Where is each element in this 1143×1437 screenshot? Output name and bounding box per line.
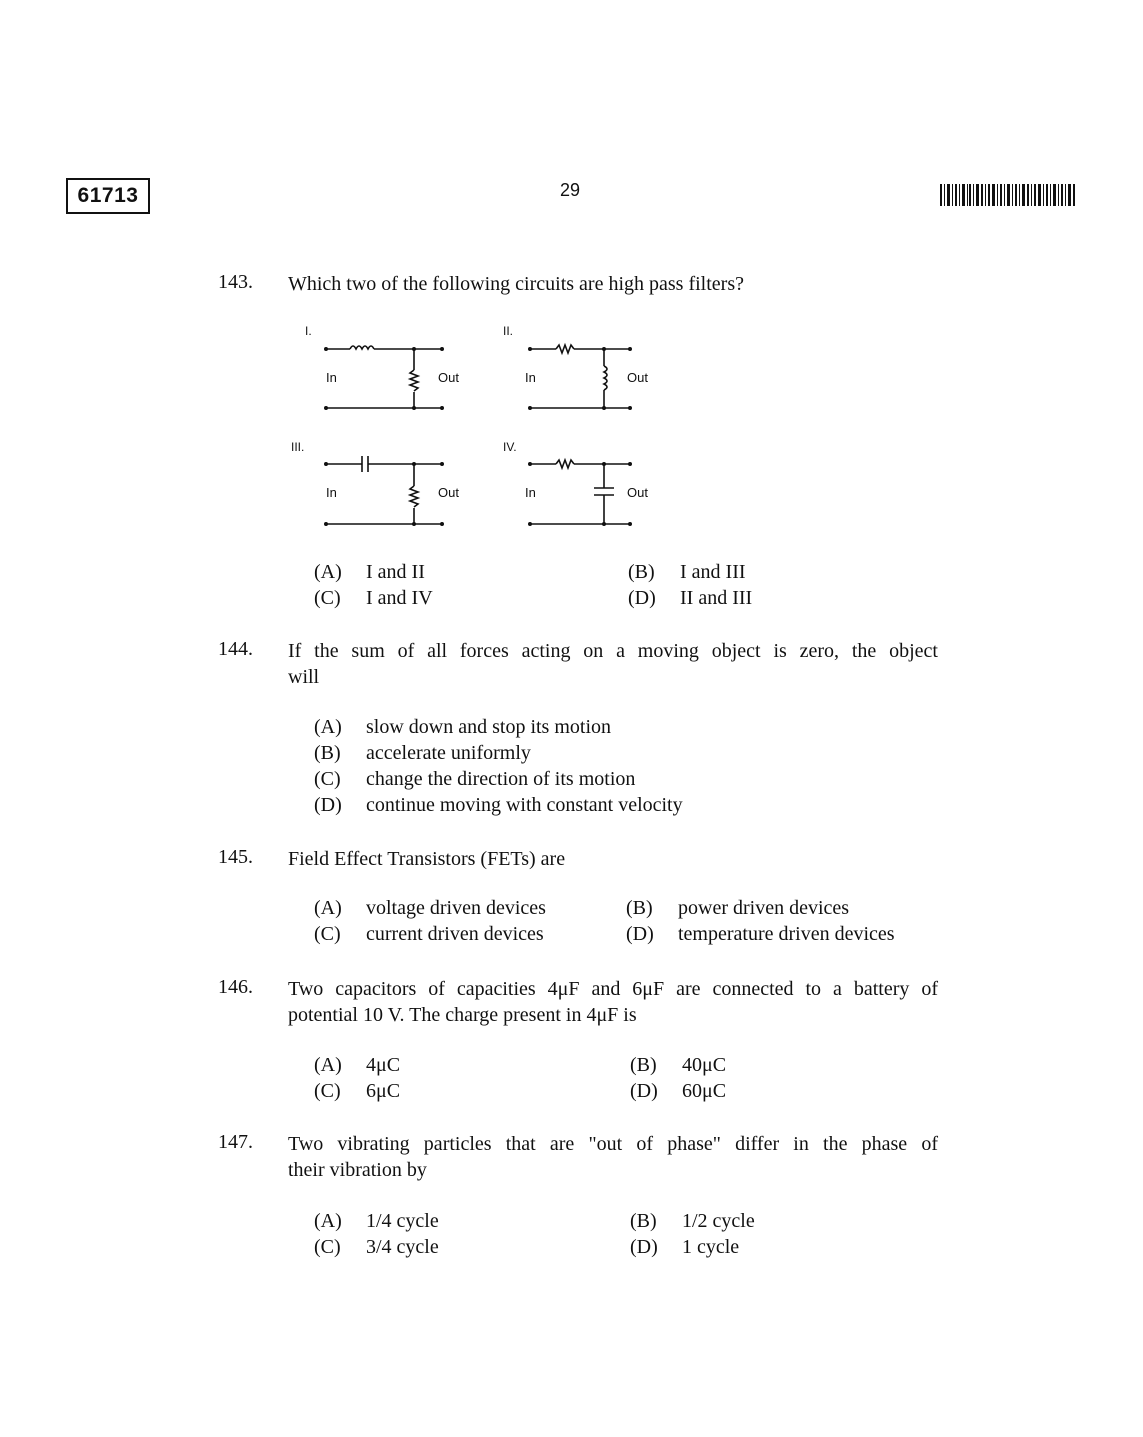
option-text: 1/2 cycle xyxy=(682,1210,755,1232)
option-text: 4μC xyxy=(366,1054,401,1076)
option-a xyxy=(314,897,546,920)
circuit-in-label: In xyxy=(525,485,536,500)
page-number: 29 xyxy=(559,180,581,200)
barcode-icon xyxy=(940,184,1076,206)
option-label: (B) xyxy=(630,1054,657,1076)
question-number: 147. xyxy=(218,1131,253,1153)
question-text: potential 10 V. The charge present in 4μF is xyxy=(288,1004,637,1026)
option-c xyxy=(314,1236,439,1259)
circuit-out-label: Out xyxy=(438,485,459,500)
question-number: 143. xyxy=(218,271,253,293)
option-text: I and IV xyxy=(366,587,433,609)
option-b xyxy=(626,897,849,920)
question-text: Two capacitors of capacities 4μF and 6μF are connected to a battery of xyxy=(288,978,938,1000)
question-text: Field Effect Transistors (FETs) are xyxy=(288,848,566,870)
option-b xyxy=(630,1210,755,1233)
circuit-in-label: In xyxy=(525,370,536,385)
circuit-label: I. xyxy=(305,324,312,338)
question-text: If the sum of all forces acting on a moving object is zero, the object xyxy=(288,640,938,662)
option-label: (B) xyxy=(630,1210,657,1232)
option-label: (A) xyxy=(314,716,342,738)
question-text: their vibration by xyxy=(288,1159,427,1181)
option-label: (D) xyxy=(630,1236,658,1258)
paper-code: 61713 xyxy=(66,178,150,214)
option-text: continue moving with constant velocity xyxy=(366,794,683,816)
circuit-IV-diagram xyxy=(530,460,630,524)
option-label: (A) xyxy=(314,561,342,583)
option-label: (A) xyxy=(314,1210,342,1232)
option-label: (A) xyxy=(314,1054,342,1076)
question-text: Which two of the following circuits are high pass filters? xyxy=(288,273,744,295)
circuit-out-label: Out xyxy=(627,485,648,500)
option-d xyxy=(626,923,895,946)
option-text: temperature driven devices xyxy=(678,923,895,945)
option-text: 1/4 cycle xyxy=(366,1210,439,1232)
option-c xyxy=(314,587,433,610)
option-label: (A) xyxy=(314,897,342,919)
option-text: 3/4 cycle xyxy=(366,1236,439,1258)
question-text: will xyxy=(288,666,320,688)
option-c xyxy=(314,923,544,946)
option-text: I and III xyxy=(680,561,746,583)
option-text: accelerate uniformly xyxy=(366,742,531,764)
circuit-label: III. xyxy=(291,440,305,454)
question-text: Two vibrating particles that are "out of phase" differ in the phase of xyxy=(288,1133,938,1155)
option-a xyxy=(314,561,425,584)
option-label: (C) xyxy=(314,768,341,790)
option-d xyxy=(630,1236,739,1259)
circuit-in-label: In xyxy=(326,370,337,385)
option-text: slow down and stop its motion xyxy=(366,716,612,738)
option-d xyxy=(628,587,752,610)
option-a xyxy=(314,716,611,739)
question-number: 146. xyxy=(218,976,253,998)
circuit-label: II. xyxy=(503,324,514,338)
circuit-I-diagram xyxy=(326,346,442,408)
option-text: change the direction of its motion xyxy=(366,768,636,790)
option-label: (D) xyxy=(314,794,342,816)
option-text: 6μC xyxy=(366,1080,401,1102)
circuit-diagrams xyxy=(280,318,660,538)
circuit-III-diagram xyxy=(326,456,442,524)
option-b xyxy=(630,1054,726,1077)
option-text: I and II xyxy=(366,561,425,583)
option-label: (C) xyxy=(314,923,341,945)
option-label: (D) xyxy=(628,587,656,609)
option-text: II and III xyxy=(680,587,753,609)
circuit-out-label: Out xyxy=(438,370,459,385)
option-c xyxy=(314,768,635,791)
option-label: (D) xyxy=(626,923,654,945)
option-text: power driven devices xyxy=(678,897,850,919)
option-b xyxy=(628,561,746,584)
option-text: voltage driven devices xyxy=(366,897,546,919)
option-label: (C) xyxy=(314,1236,341,1258)
circuit-in-label: In xyxy=(326,485,337,500)
option-d xyxy=(630,1080,726,1103)
question-number: 144. xyxy=(218,638,253,660)
option-a xyxy=(314,1210,439,1233)
option-text: current driven devices xyxy=(366,923,544,945)
option-b xyxy=(314,742,531,765)
circuit-out-label: Out xyxy=(627,370,648,385)
circuit-II-diagram xyxy=(530,345,630,408)
question-number: 145. xyxy=(218,846,253,868)
option-label: (B) xyxy=(626,897,653,919)
option-text: 60μC xyxy=(682,1080,727,1102)
option-text: 1 cycle xyxy=(682,1236,740,1258)
option-c xyxy=(314,1080,400,1103)
option-d xyxy=(314,794,683,817)
option-a xyxy=(314,1054,400,1077)
option-text: 40μC xyxy=(682,1054,727,1076)
option-label: (B) xyxy=(314,742,341,764)
option-label: (C) xyxy=(314,587,341,609)
option-label: (D) xyxy=(630,1080,658,1102)
option-label: (C) xyxy=(314,1080,341,1102)
option-label: (B) xyxy=(628,561,655,583)
circuit-label: IV. xyxy=(503,440,517,454)
